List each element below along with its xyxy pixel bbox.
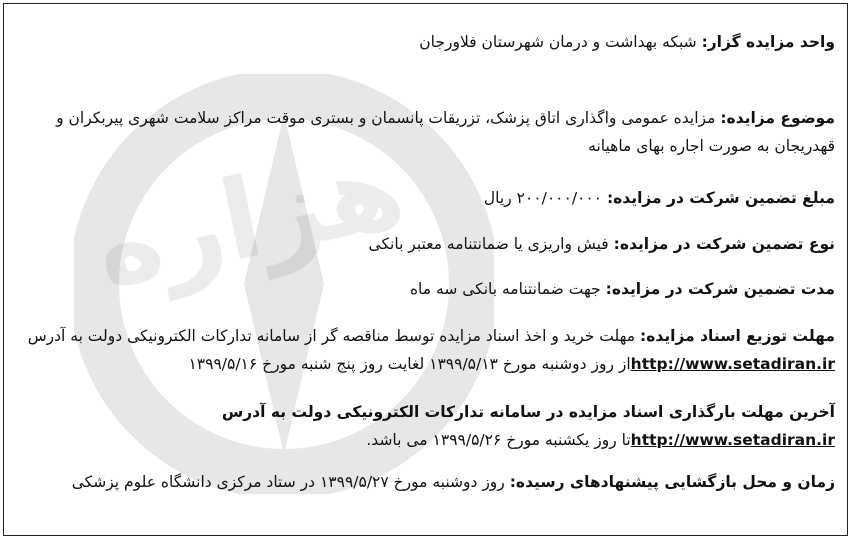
upload-deadline-value-2: مورخ ۱۳۹۹/۵/۲۶ می باشد. bbox=[366, 431, 541, 449]
guarantee-type-value: فیش واریزی یا ضمانتنامه معتبر بانکی bbox=[368, 235, 609, 253]
subject-row bbox=[16, 104, 835, 160]
distribution-value-1: مهلت خرید و اخذ اسناد مزایده توسط مناقصه گر از سامانه تدارکات الکترونیکی دولت به آدرس bbox=[27, 327, 636, 345]
guarantee-duration-value: جهت ضمانتنامه بانکی سه ماه bbox=[409, 280, 601, 298]
guarantee-type-row bbox=[16, 230, 835, 258]
upload-deadline-value-1: تا روز یکشنبه bbox=[544, 431, 631, 449]
auctioneer-label: واحد مزایده گزار: bbox=[701, 33, 835, 51]
upload-deadline-row bbox=[16, 398, 835, 454]
opening-row bbox=[16, 468, 835, 496]
subject-label: موضوع مزایده: bbox=[720, 109, 835, 127]
auctioneer-value: شبکه بهداشت و درمان شهرستان فلاورجان bbox=[419, 33, 697, 51]
distribution-row bbox=[16, 322, 835, 378]
notice-frame bbox=[3, 3, 848, 536]
auctioneer-row bbox=[16, 28, 835, 56]
setadiran-link[interactable]: http://www.setadiran.ir bbox=[630, 355, 835, 373]
upload-deadline-label: آخرین مهلت بارگذاری اسناد مزایده در سامانه تدارکات الکترونیکی دولت به آدرس bbox=[221, 403, 835, 421]
distribution-value-2: از روز دوشنبه مورخ ۱۳۹۹/۵/۱۳ لغایت روز پنج شنبه مورخ ۱۳۹۹/۵/۱۶ bbox=[188, 355, 631, 373]
guarantee-amount-value: ۲۰۰/۰۰۰/۰۰۰ ریال bbox=[483, 189, 603, 207]
guarantee-amount-row bbox=[16, 184, 835, 212]
watermark-text: هزاره bbox=[84, 123, 415, 313]
opening-label: زمان و محل بازگشایی پیشنهادهای رسیده: bbox=[509, 473, 835, 491]
guarantee-duration-label: مدت تضمین شرکت در مزایده: bbox=[605, 280, 835, 298]
opening-value: روز دوشنبه مورخ ۱۳۹۹/۵/۲۷ در ستاد مرکزی دانشگاه علوم پزشکی bbox=[71, 473, 505, 491]
distribution-label: مهلت توزیع اسناد مزایده: bbox=[640, 327, 835, 345]
guarantee-duration-row bbox=[16, 275, 835, 303]
guarantee-type-label: نوع تضمین شرکت در مزایده: bbox=[613, 235, 835, 253]
setadiran-link-2[interactable]: http://www.setadiran.ir bbox=[630, 431, 835, 449]
subject-value: مزایده عمومی واگذاری اتاق پزشک، تزریقات پانسمان و بستری موقت مراکز سلامت شهری پیربکران و قهدریجان به صورت اجاره بهای ماهیانه bbox=[56, 109, 835, 155]
guarantee-amount-label: مبلغ تضمین شرکت در مزایده: bbox=[606, 189, 835, 207]
